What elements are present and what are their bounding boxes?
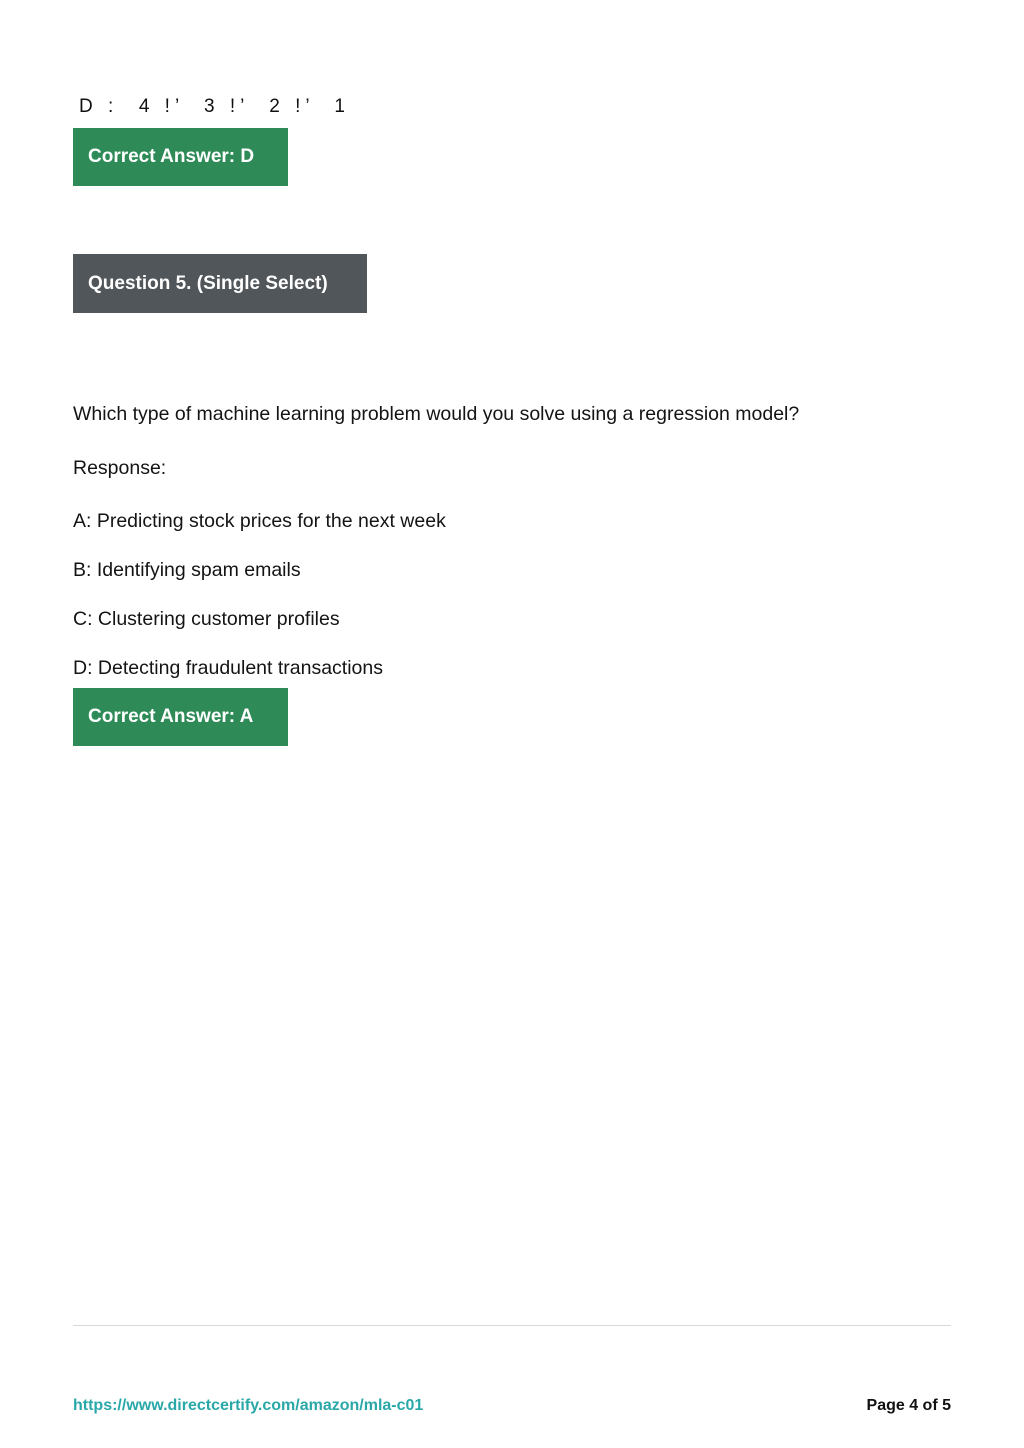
option-d: D: Detecting fraudulent transactions <box>73 657 384 679</box>
response-label: Response: <box>73 457 167 479</box>
option-a: A: Predicting stock prices for the next week <box>73 510 446 532</box>
option-c: C: Clustering customer profiles <box>73 608 340 630</box>
option-b: B: Identifying spam emails <box>73 559 301 581</box>
previous-option-d: D : 4 !’ 3 !’ 2 !’ 1 <box>79 96 350 117</box>
footer-divider <box>73 1325 951 1326</box>
correct-answer-box-previous: Correct Answer: D <box>73 128 288 186</box>
question-header: Question 5. (Single Select) <box>73 254 367 313</box>
footer-url-link[interactable]: https://www.directcertify.com/amazon/mla-c01 <box>73 1397 424 1414</box>
question-text: Which type of machine learning problem would you solve using a regression model? <box>73 403 800 425</box>
correct-answer-box: Correct Answer: A <box>73 688 288 746</box>
page-number: Page 4 of 5 <box>866 1397 951 1414</box>
